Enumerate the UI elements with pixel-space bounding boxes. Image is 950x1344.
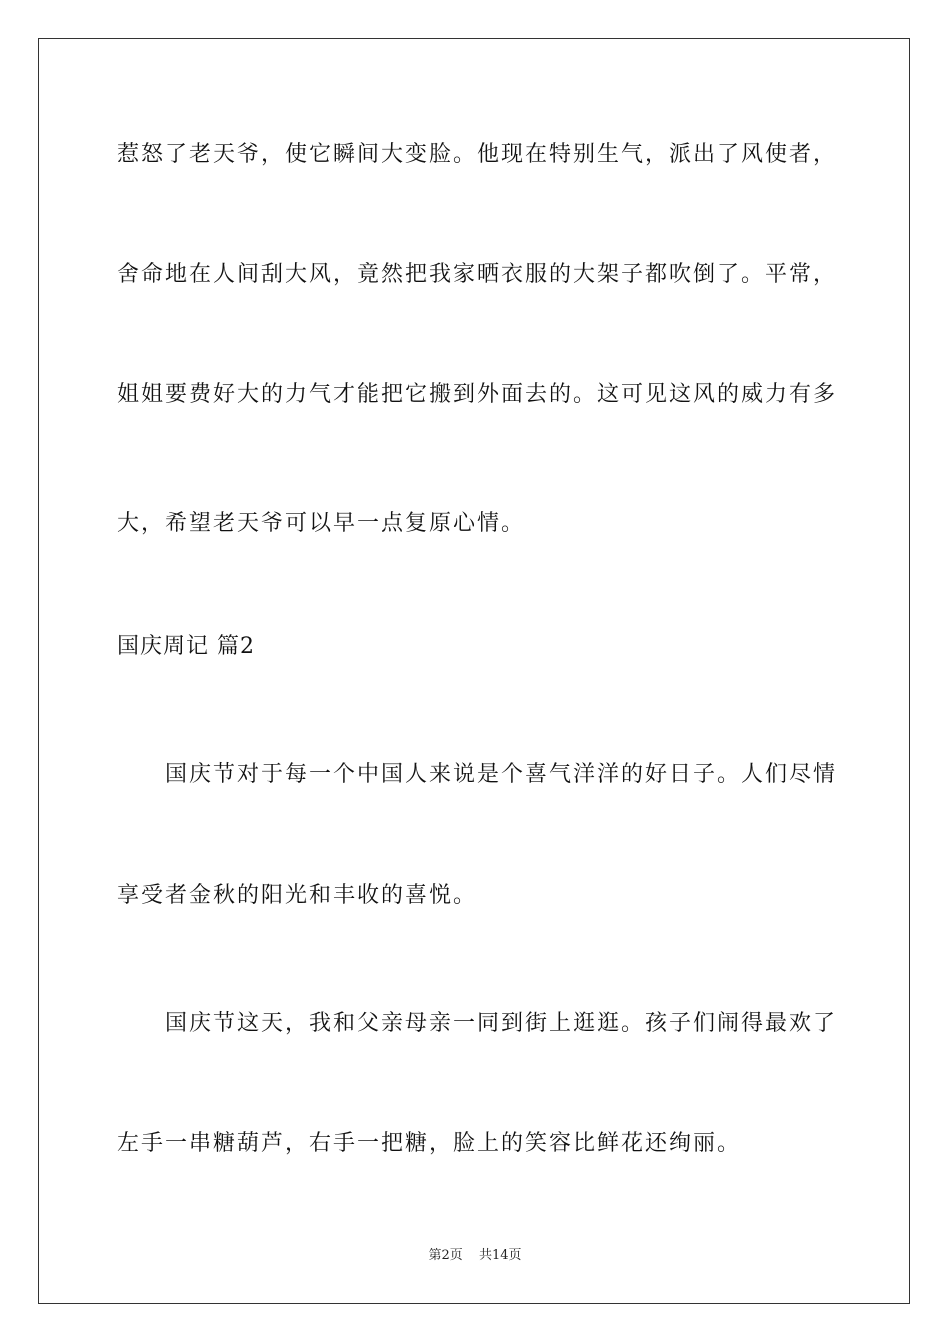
paragraph-line: 国庆节对于每一个中国人来说是个喜气洋洋的好日子。人们尽情 [165,762,838,787]
page-border [38,38,910,1304]
paragraph-line: 惹怒了老天爷，使它瞬间大变脸。他现在特别生气，派出了风使者， [117,142,838,167]
paragraph-line: 左手一串糖葫芦，右手一把糖，脸上的笑容比鲜花还绚丽。 [117,1131,742,1156]
paragraph-line: 国庆节这天，我和父亲母亲一同到街上逛逛。孩子们闹得最欢了 [165,1011,838,1036]
section-heading: 国庆周记 篇2 [117,634,255,659]
page-footer [0,1247,950,1265]
paragraph-line: 姐姐要费好大的力气才能把它搬到外面去的。这可见这风的威力有多 [117,382,838,407]
page-number-total: 共14页 [478,1248,522,1263]
paragraph-line: 大，希望老天爷可以早一点复原心情。 [117,511,526,536]
paragraph-line: 享受者金秋的阳光和丰收的喜悦。 [117,883,478,908]
paragraph-line: 舍命地在人间刮大风，竟然把我家晒衣服的大架子都吹倒了。平常， [117,262,838,287]
page-number-current: 第2页 [428,1248,463,1263]
